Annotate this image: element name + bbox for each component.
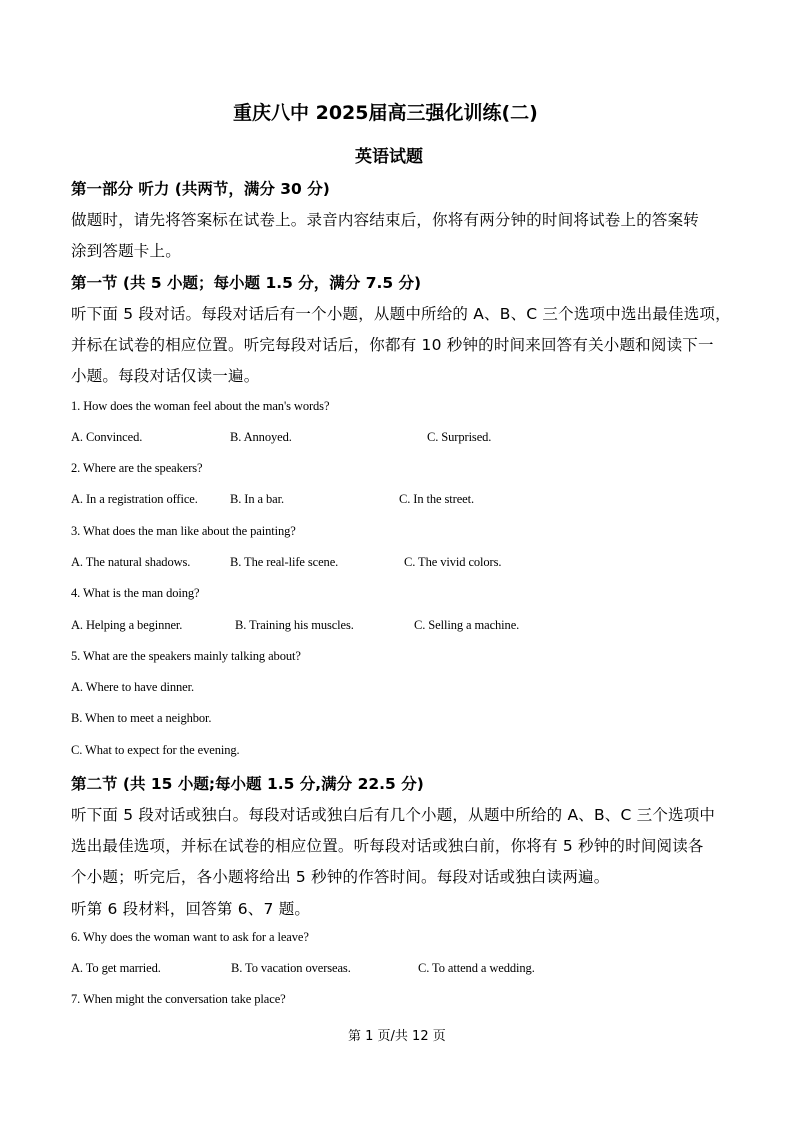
exam-subtitle: 英语试题 <box>355 147 423 167</box>
question-3-option-a: A. The natural shadows. <box>71 555 191 569</box>
question-3: 3. What does the man like about the painting? <box>71 524 296 538</box>
question-7: 7. When might the conversation take place? <box>71 992 286 1006</box>
section1-instructions-line1: 听下面 5 段对话。每段对话后有一个小题，从题中所给的 A、B、C 三个选项中选出最佳选项， <box>71 305 731 323</box>
question-4-option-b: B. Training his muscles. <box>235 618 354 632</box>
question-3-option-c: C. The vivid colors. <box>404 555 502 569</box>
question-5-option-c: C. What to expect for the evening. <box>71 743 240 757</box>
question-3-option-b: B. The real-life scene. <box>230 555 339 569</box>
question-2-option-a: A. In a registration office. <box>71 492 198 506</box>
section2-instructions-line2: 选出最佳选项，并标在试卷的相应位置。听每段对话或独白前，你将有 5 秒钟的时间阅读各 <box>71 837 704 855</box>
question-1-option-a: A. Convinced. <box>71 430 143 444</box>
section1-heading: 第一节 (共 5 小题；每小题 1.5 分，满分 7.5 分) <box>71 274 422 292</box>
part1-instructions-line1: 做题时，请先将答案标在试卷上。录音内容结束后，你将有两分钟的时间将试卷上的答案转 <box>71 211 700 229</box>
question-2: 2. Where are the speakers? <box>71 461 203 475</box>
question-4-option-c: C. Selling a machine. <box>414 618 520 632</box>
question-4: 4. What is the man doing? <box>71 586 200 600</box>
part1-instructions-line2: 涂到答题卡上。 <box>71 242 181 260</box>
question-2-option-b: B. In a bar. <box>230 492 284 506</box>
question-6-option-c: C. To attend a wedding. <box>418 961 535 975</box>
section2-instructions-line1: 听下面 5 段对话或独白。每段对话或独白后有几个小题，从题中所给的 A、B、C 三个选项中 <box>71 806 716 824</box>
question-6-option-b: B. To vacation overseas. <box>231 961 351 975</box>
question-1: 1. How does the woman feel about the man's words? <box>71 399 330 413</box>
exam-title: 重庆八中 2025届高三强化训练(二) <box>233 102 538 124</box>
part1-heading: 第一部分 听力 (共两节，满分 30 分) <box>71 180 330 198</box>
section1-instructions-line3: 小题。每段对话仅读一遍。 <box>71 367 260 385</box>
question-1-option-b: B. Annoyed. <box>230 430 292 444</box>
section2-instructions-line3: 个小题；听完后，各小题将给出 5 秒钟的作答时间。每段对话或独白读两遍。 <box>71 868 610 886</box>
question-5-option-a: A. Where to have dinner. <box>71 680 195 694</box>
question-4-option-a: A. Helping a beginner. <box>71 618 183 632</box>
section2-heading: 第二节 (共 15 小题;每小题 1.5 分,满分 22.5 分) <box>71 775 424 793</box>
question-5-option-b: B. When to meet a neighbor. <box>71 711 212 725</box>
question-5: 5. What are the speakers mainly talking about? <box>71 649 301 663</box>
page-number: 第 1 页/共 12 页 <box>348 1029 446 1044</box>
question-6-option-a: A. To get married. <box>71 961 161 975</box>
question-2-option-c: C. In the street. <box>399 492 475 506</box>
material-6-heading: 听第 6 段材料，回答第 6、7 题。 <box>71 900 311 918</box>
question-1-option-c: C. Surprised. <box>427 430 492 444</box>
section1-instructions-line2: 并标在试卷的相应位置。听完每段对话后，你都有 10 秒钟的时间来回答有关小题和阅读下一 <box>71 336 714 354</box>
question-6: 6. Why does the woman want to ask for a leave? <box>71 930 309 944</box>
